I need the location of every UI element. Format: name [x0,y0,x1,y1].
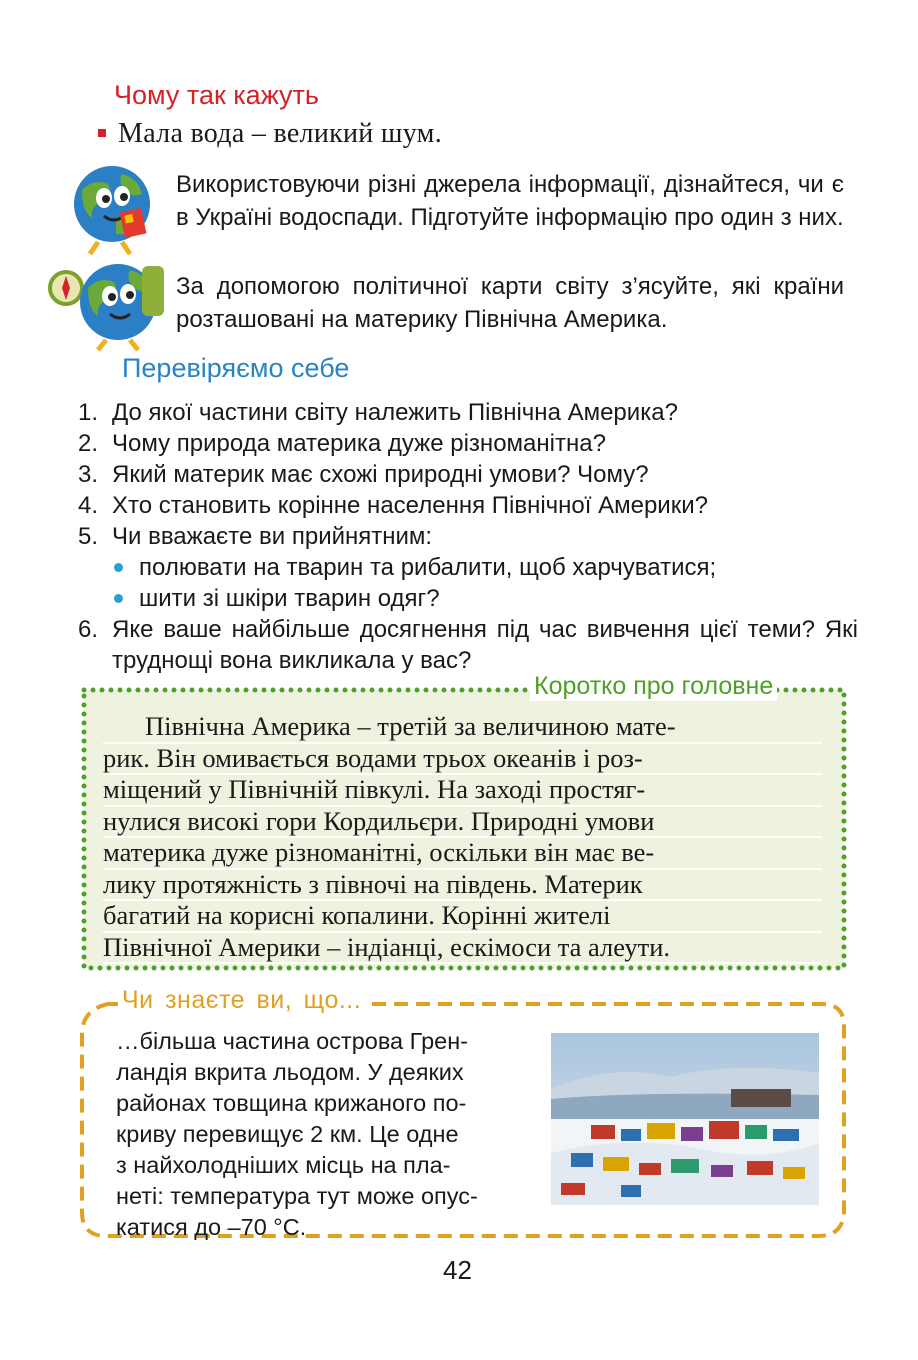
summary-title: Коротко про головне [530,672,777,701]
fact-text [116,1026,530,1243]
fact-line: неті: температура тут може опус- [116,1183,478,1209]
task-research-waterfalls: Використовуючи різні джерела інформації, дізнайтеся, чи є в Україні водоспади. Підготуйте інформацію про один з них. [176,171,844,231]
sub-item: шити зі шкіри тварин одяг? [112,583,858,614]
summary-line: Північної Америки – індіанці, ескімоси та алеути. [103,933,822,965]
sub-item: полювати на тварин та рибалити, щоб харчуватися; [112,552,858,583]
globe-mascot-book-icon [64,160,164,256]
summary-line: материка дуже різноманітні, оскільки він має ве- [103,838,822,870]
sayings-heading: Чому так кажуть [114,80,319,110]
self-check-heading: Перевіряємо себе [122,353,350,383]
question-item: 5. Чи вважаєте ви прийнятним: [78,523,433,550]
proverb [96,118,442,150]
question-item: 6. Яке ваше найбільше досягнення під час вивчення цієї теми? Які труднощі вона викликала у вас? [78,616,858,674]
page-number: 42 [443,1255,472,1285]
summary-text [103,712,822,964]
summary-line: Північна Америка – третій за величиною мате- [103,712,822,744]
question-item: 1. До якої частини світу належить Північна Америка? [78,399,678,426]
self-check-questions [78,397,858,676]
summary-line: рик. Він омивається водами трьох океанів і роз- [103,744,822,776]
fact-line: криву перевищує 2 км. Це одне [116,1121,459,1147]
proverb-text: Мала вода – великий шум. [118,118,442,149]
fact-line: ландія вкрита льодом. У деяких [116,1059,464,1085]
fact-line: районах товщина крижаного по- [116,1090,467,1116]
summary-line: багатий на корисні копалини. Корінні жителі [103,901,822,933]
summary-line: міщений у Північній півкулі. На заході простяг- [103,775,822,807]
question-item: 2. Чому природа материка дуже різноманітна? [78,430,606,457]
globe-mascot-compass-icon [46,258,170,352]
task-map-countries: За допомогою політичної карти світу з’ясуйте, які країни розташовані на материку Північна Америка. [176,273,844,333]
fact-line: …більша частина острова Грен- [116,1028,469,1054]
greenland-town-photo [551,1033,819,1205]
square-bullet-icon [98,129,106,137]
question-item: 3. Який материк має схожі природні умови? Чому? [78,461,649,488]
fact-title: Чи знаєте ви, що... [118,986,365,1015]
fact-line: катися до –70 °С. [116,1214,307,1240]
fact-line: з найхолодніших місць на пла- [116,1152,451,1178]
round-bullet-icon [114,563,123,572]
summary-line: нулися високі гори Кордильєри. Природні умови [103,807,822,839]
summary-line: лику протяжність з півночі на південь. Материк [103,870,822,902]
question-item: 4. Хто становить корінне населення Північної Америки? [78,492,708,519]
round-bullet-icon [114,594,123,603]
